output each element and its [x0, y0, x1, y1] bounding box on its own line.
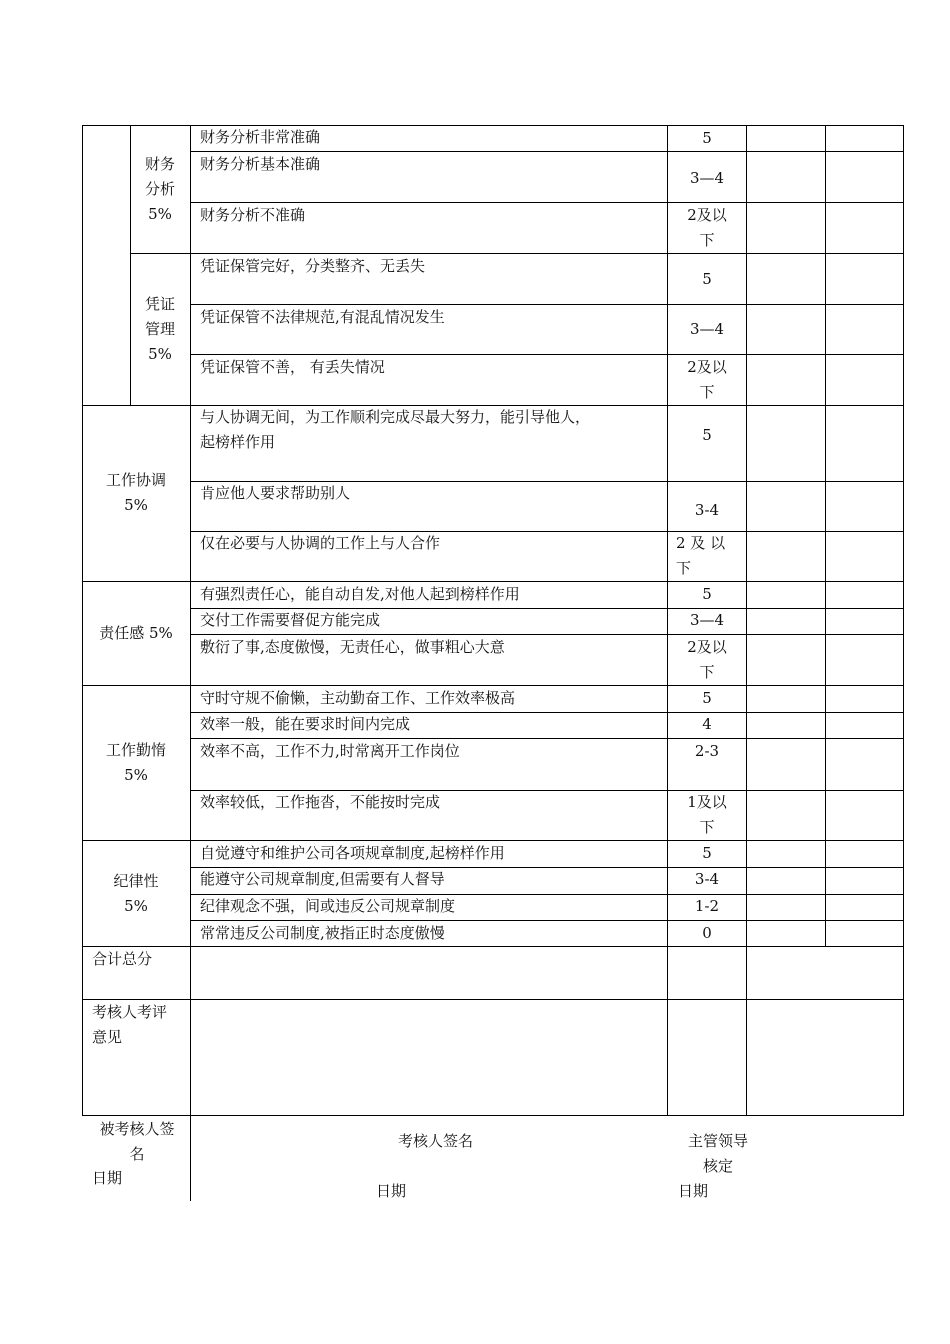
criterion-desc: 交付工作需要督促方能完成 [200, 611, 381, 629]
criterion-score: 5 [702, 844, 712, 862]
criterion-score: 2及以 下 [687, 358, 727, 401]
assessor-opinion-label: 考核人考评 意见 [92, 1003, 168, 1046]
category-work-coordination: 工作协调 5% [105, 471, 166, 514]
category-discipline: 纪律性 5% [113, 872, 159, 915]
criterion-score: 1及以 下 [687, 793, 727, 836]
criterion-desc: 效率较低，工作拖沓，不能按时完成 [200, 793, 441, 811]
criterion-score: 0 [702, 924, 712, 942]
criterion-score: 3—4 [689, 169, 725, 187]
criterion-score: 3—4 [689, 320, 725, 338]
criterion-desc: 凭证保管不善， 有丢失情况 [200, 358, 385, 376]
subcategory-voucher-management: 凭证 管理 5% [144, 295, 175, 363]
criterion-desc: 仅在必要与人协调的工作上与人合作 [200, 534, 441, 552]
criterion-desc: 与人协调无间，为工作顺利完成尽最大努力，能引导他人， 起榜样作用 [200, 408, 591, 451]
criterion-score: 5 [702, 689, 712, 707]
assessor-signature-label: 考核人签名 [398, 1132, 474, 1150]
table-rule-horizontal [82, 840, 191, 841]
assessor-date-label: 日期 [376, 1182, 407, 1200]
criterion-desc: 财务分析不准确 [200, 206, 306, 224]
table-rule-horizontal [82, 999, 904, 1000]
criterion-desc: 能遵守公司规章制度,但需要有人督导 [200, 870, 445, 888]
table-rule-vertical [903, 125, 904, 1116]
assessee-signature-label: 被考核人签 名 [99, 1120, 175, 1163]
criterion-score: 3-4 [694, 870, 720, 888]
criterion-desc: 纪律观念不强，间或违反公司规章制度 [200, 897, 456, 915]
criterion-desc: 常常违反公司制度,被指正时态度傲慢 [200, 924, 445, 942]
table-rule-vertical [746, 125, 747, 1116]
criterion-desc: 凭证保管不法律规范,有混乱情况发生 [200, 308, 445, 326]
table-rule-horizontal [82, 946, 904, 947]
subcategory-finance-analysis: 财务 分析 5% [144, 155, 175, 223]
criterion-desc: 财务分析基本准确 [200, 155, 321, 173]
category-responsibility: 责任感 5% [99, 624, 173, 642]
criterion-desc: 有强烈责任心，能自动自发,对他人起到榜样作用 [200, 585, 520, 603]
criterion-score: 5 [702, 426, 712, 444]
criterion-score: 1-2 [694, 897, 720, 915]
category-work-diligence: 工作勤惰 5% [105, 741, 166, 784]
supervisor-date-label: 日期 [678, 1182, 709, 1200]
total-score-label: 合计总分 [92, 950, 153, 968]
criterion-score: 2及以 下 [687, 206, 727, 249]
criterion-desc: 守时守规不偷懒，主动勤奋工作、工作效率极高 [200, 689, 516, 707]
criterion-desc: 敷衍了事,态度傲慢，无责任心，做事粗心大意 [200, 638, 505, 656]
table-rule-horizontal [82, 1115, 904, 1116]
criterion-desc: 凭证保管完好，分类整齐、无丢失 [200, 257, 426, 275]
supervisor-approval-label: 主管领导 核定 [687, 1132, 748, 1175]
table-rule-horizontal [130, 253, 191, 254]
table-rule-vertical [190, 1115, 191, 1201]
criterion-score: 3—4 [689, 611, 725, 629]
criterion-score: 5 [702, 129, 712, 147]
table-rule-horizontal [82, 685, 191, 686]
criterion-score: 2及以 下 [687, 638, 727, 681]
criterion-desc: 肯应他人要求帮助别人 [200, 484, 351, 502]
table-rule-horizontal [82, 581, 191, 582]
criterion-score: 2-3 [694, 742, 720, 760]
table-rule-vertical [825, 125, 826, 947]
criterion-score: 5 [702, 270, 712, 288]
criterion-score: 3-4 [694, 501, 720, 519]
criterion-desc: 效率一般，能在要求时间内完成 [200, 715, 411, 733]
assessee-date-label: 日期 [92, 1169, 123, 1187]
criterion-desc: 效率不高，工作不力,时常离开工作岗位 [200, 742, 460, 760]
table-rule-horizontal [82, 405, 191, 406]
criterion-score: 2 及 以 下 [676, 534, 726, 577]
criterion-score: 5 [702, 585, 712, 603]
table-rule-vertical [190, 125, 191, 1116]
criterion-desc: 财务分析非常准确 [200, 128, 321, 146]
criterion-desc: 自觉遵守和维护公司各项规章制度,起榜样作用 [200, 844, 505, 862]
criterion-score: 4 [702, 715, 712, 733]
